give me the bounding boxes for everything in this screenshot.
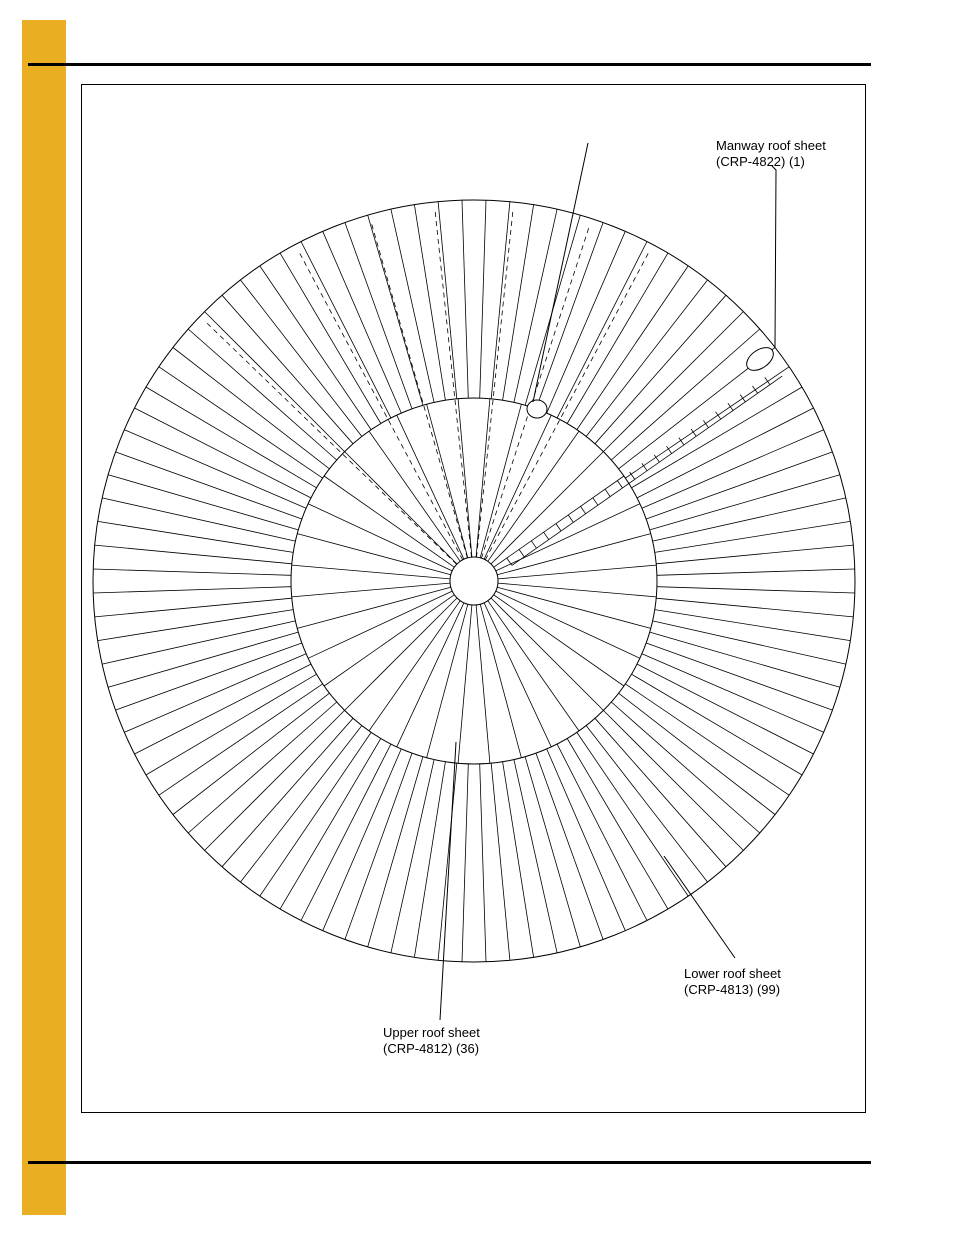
upper-sheet-seam [480,604,521,758]
lower-sheet-seam [301,242,391,418]
manway-tick [728,403,733,410]
lower-sheet-seam [108,632,298,687]
upper-sheet-seam [458,605,472,763]
manway-callout-code: (CRP-4822) (1) [716,154,805,169]
upper-sheet-seam [494,595,624,686]
manway-tick [581,506,586,513]
lower-sheet-seam [557,242,647,418]
lower-sheet-seam [577,266,688,430]
lower-sheet-seam [205,312,345,452]
lower-sheet-seam [116,452,302,519]
lower-sheet-seam [345,753,412,939]
manway-tick [568,515,573,522]
manway-tick [753,386,758,393]
lower-sheet-seam [625,684,789,795]
lower-sheet-seam [536,753,603,939]
dashed-guide-line [299,252,463,560]
lower-sheet-seam [345,223,412,409]
lower-sheet-seam [632,674,802,775]
lower-sheet-seam [503,205,534,401]
upper-sheet-seam [494,476,624,567]
upper-sheet-seam [427,404,468,558]
lower-sheet-seam [173,348,329,469]
lower-sheet-seam [391,760,434,953]
lower-sheet-seam [438,202,457,399]
lower-sheet-seam [438,763,457,960]
lower-sheet-seam [301,744,391,920]
vent-leader-line [533,143,588,402]
lower-sheet-seam [557,744,647,920]
lower-sheet-seam [642,654,824,733]
upper-sheet-seam [480,404,521,558]
lower-sheet-seam [642,430,824,509]
upper-sheet-seam [292,583,450,597]
lower-sheet-seam [260,266,371,430]
lower-sheet-seam [135,664,311,754]
upper-sheet-seam [369,601,460,731]
lower-sheet-seam [657,569,855,575]
lower-sheet-seam [603,710,743,850]
lower-sheet-seam [603,312,743,452]
manway-tick [519,550,524,557]
lower-sheet-seam [611,702,760,833]
lower-sheet-seam [222,295,353,444]
lower-sheet-seam [116,643,302,710]
manway-opening [743,343,778,375]
lower-sheet-seam [146,387,316,488]
manway-tick [544,532,549,539]
lower-sheet-seam [650,475,840,530]
lower-callout-name: Lower roof sheet [684,966,781,981]
lower-sheet-seam [188,329,337,460]
manway-tick-marks [507,376,782,565]
upper-sheet-seam [498,565,656,579]
upper-callout [383,1025,480,1057]
upper-sheet-seam [497,587,651,628]
upper-sheet-seam [369,431,460,561]
lower-sheet-seam [650,632,840,687]
lower-sheet-seam [619,693,775,814]
lower-sheet-seam [93,587,291,593]
vent-opening [527,400,547,418]
lower-sheet-seam [222,718,353,867]
lower-sheet-seam [205,710,345,850]
lower-sheet-seam [653,498,846,541]
manway-tick [740,395,745,402]
manway-tick [642,463,647,470]
lower-sheet-seam [632,387,802,488]
lower-sheet-seam [93,569,291,575]
lower-sheet-seam [625,367,789,478]
lower-sheet-seam [655,610,851,641]
lower-sheet-seam [124,654,306,733]
lower-sheet-seam [657,587,855,593]
lower-sheet-seam [480,764,486,962]
manway-callout-name: Manway roof sheet [716,138,826,153]
lower-sheet-seam [98,521,294,552]
lower-sheet-seam [260,732,371,896]
lower-callout-code: (CRP-4813) (99) [684,982,781,997]
lower-sheet-seam [656,598,853,617]
upper-sheet-seam [497,534,651,575]
lower-sheet-seam [280,739,381,909]
lower-sheet-seam [653,621,846,664]
upper-sheet-seam [324,476,454,567]
upper-sheet-seam [297,587,451,628]
manway-tick [556,524,561,531]
lower-sheet-seam [368,757,423,947]
lower-sheet-seam [95,545,292,564]
upper-sheet-seam [297,534,451,575]
dashed-guide-line [206,322,457,564]
upper-sheet-seam [458,399,472,557]
manway-strip-edge [512,376,782,565]
lower-sheet-seam [595,718,726,867]
lower-sheet-seam [491,202,510,399]
lower-sheet-seam [514,760,557,953]
lower-sheet-seam [547,749,626,931]
lower-sheet-seam [241,726,362,882]
lower-sheet-seam [480,200,486,398]
lower-sheet-seam [611,329,760,460]
upper-callout-code: (CRP-4812) (36) [383,1041,480,1056]
manway-tick [765,377,770,384]
lower-sheet-seam [173,693,329,814]
lower-sheet-seam [323,231,402,413]
lower-sheet-seam [135,408,311,498]
lower-sheet-seam [503,762,534,958]
lower-sheet-seam [102,498,295,541]
manway-tick [716,412,721,419]
lower-sheet-seam [536,223,603,409]
upper-callout-name: Upper roof sheet [383,1025,480,1040]
dashed-guide-lines [206,210,649,564]
lower-sheet-seam [462,200,468,398]
lower-sheet-seam [646,643,832,710]
lower-sheet-seam [586,280,707,436]
lower-callout [684,966,781,998]
upper-sheet-seam [476,399,490,557]
lower-sheet-seam [491,763,510,960]
manway-tick [593,498,598,505]
lower-sheet-seam [159,367,323,478]
upper-sheet-seam [488,601,579,731]
lower-sheet-seam [655,521,851,552]
lower-sheet-seam [108,475,298,530]
lower-sheet-seam [102,621,295,664]
lower-sheet-seam [368,215,423,405]
lower-sheet-seam [159,684,323,795]
upper-sheet-seam [324,595,454,686]
lower-sheet-seam [595,295,726,444]
lower-sheet-seam [567,253,668,423]
lower-sheet-seam [241,280,362,436]
lower-sheet-seam [95,598,292,617]
lower-sheet-seam [637,408,813,498]
lower-sheet-seam [656,545,853,564]
upper-sheet-seam [476,605,490,763]
dashed-guide-line [371,222,467,558]
manway-tick [617,481,622,488]
lower-sheet-seam [547,231,626,413]
lower-sheet-seam [567,739,668,909]
lower-sheet-seam [146,674,316,775]
lower-sheet-seam [391,209,434,402]
lower-sheet-seam [188,702,337,833]
lower-sheet-seam [323,749,402,931]
upper-sheet-seam [498,583,656,597]
lower-sheet-seam [514,209,557,402]
upper-sheet-seam [427,604,468,758]
lower-sheet-seam [525,757,580,947]
lower-sheet-seam [98,610,294,641]
lower-sheet-seam [414,205,445,401]
manway-leader-line [772,166,776,347]
lower-sheet-seam [462,764,468,962]
lower-sheet-seam [414,762,445,958]
lower-sheet-seam [280,253,381,423]
lower-sheet-seam [124,430,306,509]
lower-sheet-seam [646,452,832,519]
lower-sheet-seam [586,726,707,882]
lower-sheet-seam [637,664,813,754]
lower-sheet-seam [577,732,688,896]
upper-sheet-seam [292,565,450,579]
manway-tick [531,541,536,548]
upper-leader-line [440,742,456,1020]
manway-tick [605,489,610,496]
dashed-guide-line [485,252,649,560]
center-opening [450,557,498,605]
manway-callout [716,138,826,170]
